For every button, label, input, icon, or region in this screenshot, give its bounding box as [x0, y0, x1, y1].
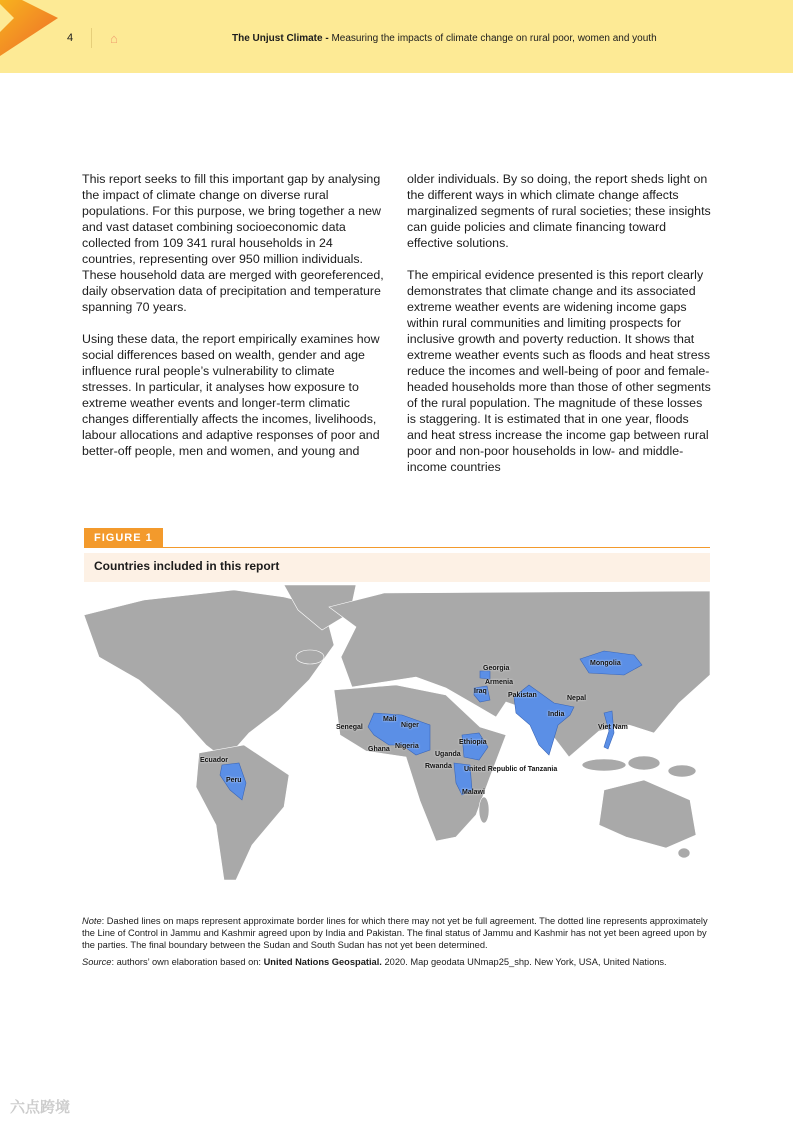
running-title: The Unjust Climate - Measuring the impacts of climate change on rural poor, women and youth [232, 33, 657, 44]
map-label: Uganda [435, 751, 461, 758]
map-label: Niger [401, 722, 419, 729]
page-number: 4 [67, 32, 74, 44]
map-label: Armenia [485, 679, 514, 686]
map-label: Iraq [474, 688, 487, 695]
map-label: Ghana [368, 746, 390, 753]
figure-notes [82, 915, 712, 973]
paragraph: Using these data, the report empirically examines how social differences based on wealth, gender and age influence rural people’s vulnerability to climate stresses. In particular, it analyses how exposure to extreme weather events and longer-term climatic changes differentially affects the incomes, livelihoods, labour allocations and adaptive responses of poor and better-off people, men and women, and young and [82, 332, 380, 458]
paragraph: The empirical evidence presented is this report clearly demonstrates that climate change and its associated extreme weather events are widening income gaps within rural communities and limiting prospects for inclusive growth and poverty reduction. It shows that extreme weather events such as floods and heat stress reduce the incomes and well-being of poor and female-headed households more than those of other segments of the rural population. The magnitude of these losses is staggering. It is estimated that in one year, floods and heat stress increase the income gap between rural poor and non-poor households in low- and middle-income countries [407, 268, 711, 474]
map-label: Malawi [462, 789, 485, 796]
map-label: Mali [383, 716, 397, 723]
map-label: India [548, 711, 565, 718]
australia [599, 780, 696, 848]
map-label: Georgia [483, 665, 510, 672]
paragraph: This report seeks to fill this important gap by analysing the impact of climate change on diverse rural populations. For this purpose, we bring together a new and vast dataset combining socioeconomic data collected from 109 341 rural households in 24 countries, representing over 950 million individuals. These household data are merged with georeferenced, daily observation data of precipitation and temperature spanning 70 years. [82, 172, 384, 314]
text-column-right [407, 171, 712, 491]
chevron-logo-icon [0, 0, 60, 60]
georgia [480, 671, 490, 679]
map-label: Senegal [336, 724, 363, 731]
map-label: Nigeria [395, 743, 419, 750]
divider [91, 28, 92, 48]
map-label: Rwanda [425, 763, 452, 770]
map-label: Mongolia [590, 660, 621, 667]
home-icon[interactable]: ⌂ [110, 31, 118, 46]
world-map [84, 585, 710, 880]
map-label: Nepal [567, 695, 587, 702]
paragraph: older individuals. By so doing, the report sheds light on the different ways in which climate change affects marginalized segments of rural societies; these insights can guide policies and climate financing toward effective solutions. [407, 172, 711, 250]
map-label: Ecuador [200, 757, 229, 764]
map-label: Peru [226, 777, 242, 784]
map-graphic [84, 585, 710, 880]
page-header [0, 0, 793, 73]
figure-label: FIGURE 1 [84, 528, 163, 547]
map-label: Viet Nam [598, 724, 628, 731]
map-label: United Republic of Tanzania [464, 766, 558, 773]
north-america [84, 590, 334, 755]
watermark: 六点跨境 [10, 1099, 71, 1116]
map-label: Pakistan [508, 692, 537, 699]
south-america [196, 745, 289, 880]
source: Source: authors’ own elaboration based on: United Nations Geospatial. 2020. Map geodata UNmap25_shp. New York, USA, United Nations. [82, 957, 667, 967]
text-column-left [82, 171, 387, 475]
note: Note: Dashed lines on maps represent approximate border lines for which there may not yet be full agreement. The dotted line represents approximately the Line of Control in Jammu and Kashmir agreed upon by India and Pakistan. The final status of Jammu and Kashmir has not yet been agreed upon by the parties. The final boundary between the Sudan and South Sudan has not yet been determined. [82, 916, 708, 950]
figure-title: Countries included in this report [84, 553, 710, 582]
map-label: Ethiopia [459, 739, 487, 746]
divider [84, 547, 710, 548]
